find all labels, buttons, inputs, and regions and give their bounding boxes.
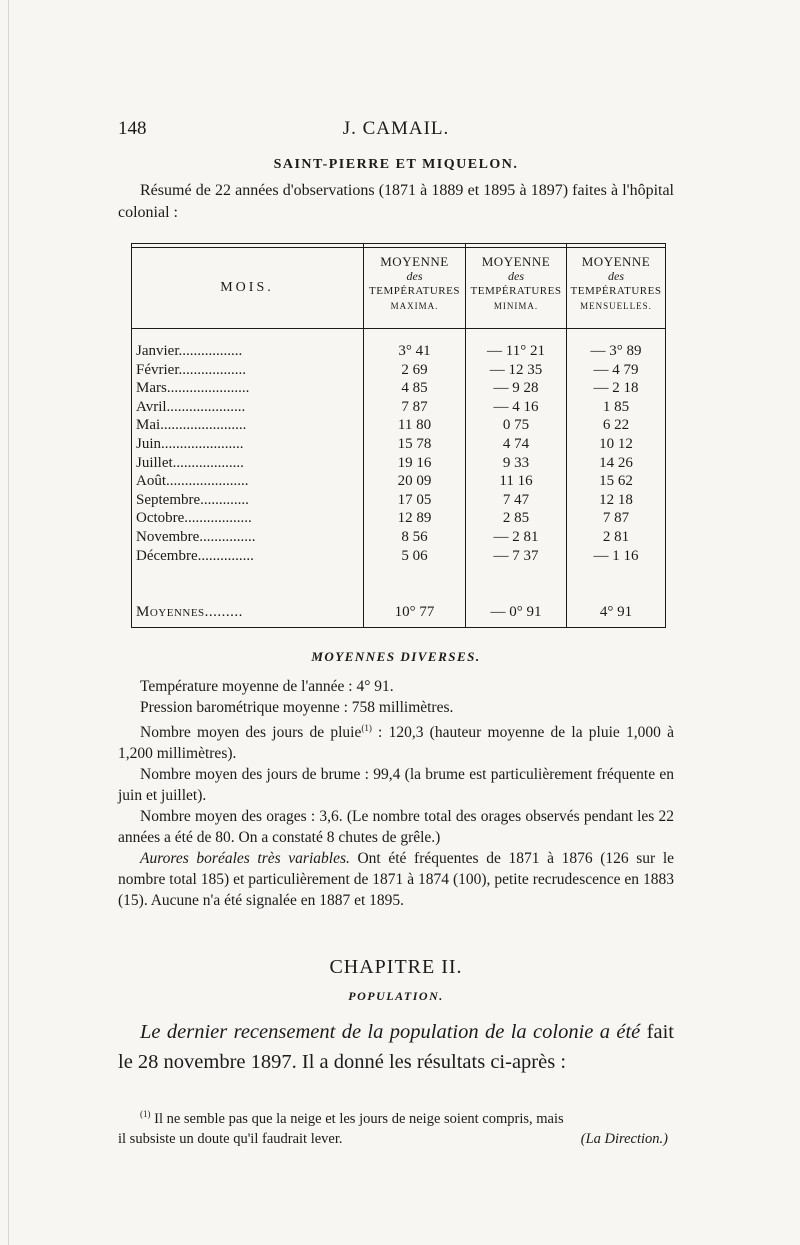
min-cell: — 12 35	[489, 361, 543, 378]
month-cell: Mai.......................	[136, 417, 247, 434]
averages-paragraphs	[118, 676, 674, 911]
min-cell: 9 33	[502, 454, 530, 471]
table-double-rule	[132, 247, 665, 248]
mens-cell: — 4 79	[593, 361, 639, 378]
table-row	[132, 435, 665, 454]
max-cell: 8 56	[401, 528, 428, 545]
table-row	[132, 416, 665, 435]
max-cell: 7 87	[401, 398, 428, 415]
column-header-maxima	[364, 254, 465, 314]
text-span: il subsiste un doute qu'il faudrait lever.	[118, 1130, 343, 1147]
header-separator	[132, 328, 665, 329]
footnote	[118, 1104, 674, 1149]
mens-cell: 10 12	[599, 435, 633, 452]
month-cell: Décembre...............	[136, 547, 254, 564]
page-number: 148	[118, 118, 147, 139]
table-row	[132, 379, 665, 398]
running-header	[118, 118, 674, 144]
paragraph: Température moyenne de l'année : 4° 91.	[140, 678, 394, 695]
avg-max-cell: 10° 77	[394, 604, 435, 620]
table-row	[132, 547, 665, 566]
month-cell: Juin......................	[136, 435, 244, 452]
month-cell: Février..................	[136, 361, 246, 378]
min-cell: — 4 16	[493, 398, 539, 415]
month-cell: Janvier.................	[136, 343, 243, 359]
table-row	[132, 509, 665, 528]
running-title: J. CAMAIL.	[342, 118, 450, 139]
min-cell: 0 75	[502, 417, 530, 434]
footnote-mark: (1)	[140, 1109, 151, 1119]
italic-span: Le dernier recensement de la population de la colonie a été	[140, 1021, 641, 1043]
paragraph	[118, 718, 674, 764]
averages-row	[132, 602, 665, 622]
min-cell: 4 74	[502, 435, 530, 452]
text-span: Nombre moyen des jours de pluie	[140, 724, 362, 742]
header-line: des	[508, 269, 524, 283]
column-header-minima	[466, 254, 566, 314]
table-row	[132, 472, 665, 491]
header-line: TEMPÉRATURES	[470, 285, 562, 297]
mens-cell: 1 85	[602, 398, 630, 415]
section-title: SAINT-PIERRE ET MIQUELON.	[273, 157, 519, 172]
mens-cell: 6 22	[602, 417, 630, 434]
averages-label: Moyennes.........	[136, 604, 243, 620]
text-span: Ont été fréquentes de 1871 à 1876 (126 sur le nombre total 185) et particulièrement de 1871 à 1874 (100), petite recrudescence en 1883 (15). Aucune n'a été signalée en 1887 et 1895.	[118, 850, 675, 910]
mens-cell: 14 26	[599, 454, 633, 471]
month-cell: Octobre..................	[136, 510, 252, 527]
paragraph	[118, 848, 674, 911]
large-paragraph	[118, 1017, 674, 1077]
mens-cell: — 1 16	[593, 547, 639, 564]
month-cell: Juillet...................	[136, 454, 244, 471]
footnote-line	[118, 1129, 674, 1149]
header-line: MOYENNE	[481, 254, 551, 269]
table-row	[132, 454, 665, 473]
header-line: des	[406, 269, 423, 283]
month-cell: Novembre...............	[136, 528, 256, 545]
month-cell: Avril.....................	[136, 398, 246, 415]
min-cell: 11 16	[499, 473, 533, 490]
chapter-title: CHAPITRE II.	[329, 956, 463, 978]
min-cell: — 11° 21	[487, 343, 545, 359]
table-row	[132, 528, 665, 547]
max-cell: 5 06	[401, 547, 428, 564]
header-line: MOYENNE	[581, 254, 651, 269]
header-line: TEMPÉRATURES	[570, 285, 662, 297]
paragraph: Nombre moyen des orages : 3,6. (Le nombre total des orages observés pendant les 22 années a été de 80. On a constaté 8 chutes de grêle.)	[118, 808, 674, 847]
max-cell: 12 89	[397, 510, 432, 527]
header-line: MINIMA.	[493, 301, 539, 311]
month-cell: Août......................	[136, 473, 249, 490]
header-line: TEMPÉRATURES	[369, 285, 460, 297]
text-span: Il ne semble pas que la neige et les jours de neige soient compris, mais	[150, 1110, 564, 1127]
max-cell: 2 69	[401, 361, 428, 378]
min-cell: — 7 37	[493, 547, 539, 564]
mens-cell: 2 81	[602, 528, 630, 545]
mens-cell: 7 87	[602, 510, 630, 527]
mens-cell: — 3° 89	[590, 343, 642, 359]
mens-cell: 15 62	[599, 473, 633, 490]
column-header-mensuelles	[567, 254, 665, 314]
chapter-subtitle: POPULATION.	[348, 989, 444, 1003]
avg-min-cell: — 0° 91	[490, 604, 542, 620]
header-line: MAXIMA.	[390, 301, 439, 311]
avg-mens-cell: 4° 91	[599, 604, 633, 620]
paragraph: Pression barométrique moyenne : 758 millimètres.	[140, 699, 454, 716]
text-span: fait le 28 novembre 1897. Il a donné les résultats ci-après :	[118, 1021, 674, 1073]
mens-cell: 12 18	[599, 491, 633, 508]
table-row	[132, 398, 665, 417]
max-cell: 15 78	[397, 435, 432, 452]
table-row	[132, 342, 665, 361]
mens-cell: — 2 18	[593, 380, 639, 397]
text-span: : 120,3 (hauteur moyenne de la pluie 1,000 à 1,200 millimètres).	[118, 724, 674, 763]
intro-paragraph: Résumé de 22 années d'observations (1871 à 1889 et 1895 à 1897) faites à l'hôpital colonial :	[118, 182, 674, 221]
min-cell: — 9 28	[493, 380, 539, 397]
table-row	[132, 361, 665, 380]
max-cell: 17 05	[397, 491, 432, 508]
header-line: des	[608, 269, 624, 283]
paragraph: Nombre moyen des jours de brume : 99,4 (la brume est particulièrement fréquente en juin et juillet).	[118, 766, 674, 805]
footnote-line	[118, 1104, 674, 1129]
page-edge-line	[8, 0, 9, 1245]
month-cell: Mars......................	[136, 380, 250, 397]
min-cell: 2 85	[502, 510, 530, 527]
header-line: MOYENNE	[380, 254, 449, 269]
table-body	[132, 342, 665, 565]
max-cell: 11 80	[397, 417, 432, 434]
min-cell: — 2 81	[493, 528, 539, 545]
header-line: MENSUELLES.	[580, 301, 652, 311]
footnote-signature: (La Direction.)	[580, 1130, 668, 1147]
max-cell: 4 85	[401, 380, 428, 397]
italic-span: Aurores boréales très variables.	[140, 850, 350, 868]
column-header-mois: MOIS.	[220, 280, 274, 295]
month-cell: Septembre.............	[136, 491, 249, 508]
min-cell: 7 47	[502, 491, 530, 508]
temperature-table	[131, 243, 666, 628]
footnote-ref: (1)	[361, 723, 372, 733]
max-cell: 19 16	[397, 454, 432, 471]
max-cell: 20 09	[397, 473, 432, 490]
max-cell: 3° 41	[398, 343, 431, 359]
subsection-title: MOYENNES DIVERSES.	[311, 649, 481, 664]
table-row	[132, 491, 665, 510]
